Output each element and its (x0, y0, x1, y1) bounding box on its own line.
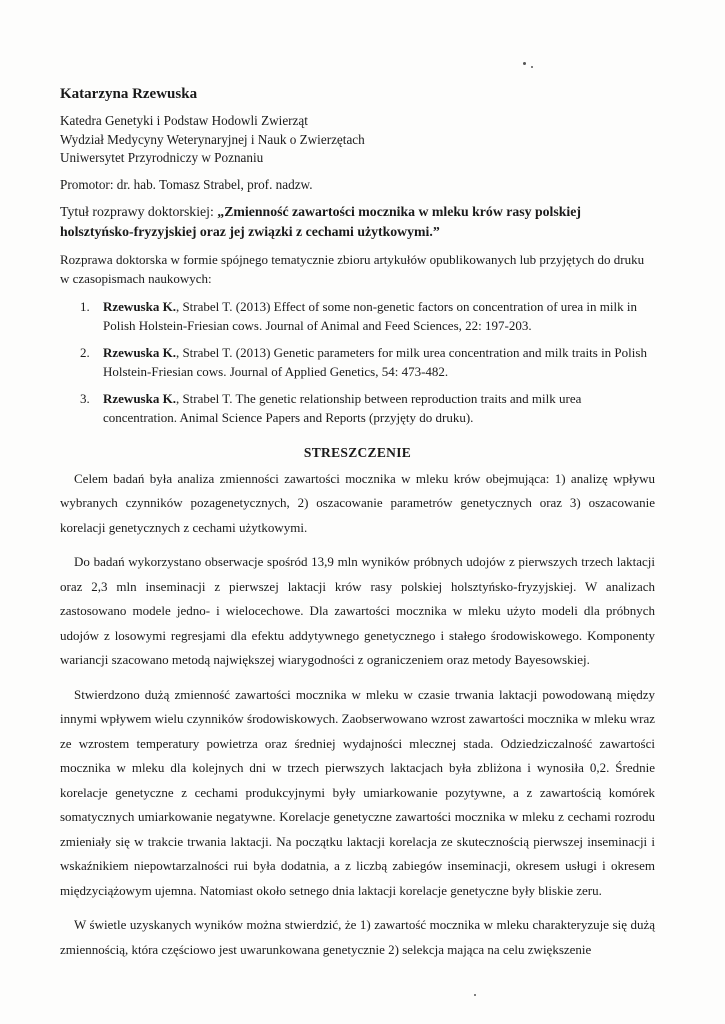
publication-author: Rzewuska K. (103, 298, 176, 314)
abstract-body (60, 467, 655, 963)
publication-item (60, 297, 655, 335)
affiliation-university: Uniwersytet Przyrodniczy w Poznaniu (60, 150, 264, 165)
author-name: Katarzyna Rzewuska (60, 86, 198, 102)
publication-text: , Strabel T. The genetic relationship between reproduction traits and milk urea concentration. Animal Science Papers and Reports (przyjęty do druku). (103, 390, 582, 425)
publication-number: 3. (80, 390, 90, 406)
thesis-title-block (60, 202, 655, 242)
document-content (60, 86, 655, 962)
thesis-label: Tytuł rozprawy doktorskiej: (60, 203, 218, 219)
publication-number: 1. (80, 298, 90, 314)
abstract-heading: STRESZCZENIE (303, 444, 412, 460)
publication-text: , Strabel T. (2013) Genetic parameters for milk urea concentration and milk traits in Polish Holstein-Friesian cows. Journal of Applied Genetics, 54: 473-482. (103, 344, 647, 379)
promotor: Promotor: dr. hab. Tomasz Strabel, prof. nadzw. (60, 176, 313, 192)
scan-speck (474, 994, 476, 996)
publication-item (60, 343, 655, 381)
abstract-paragraph: Stwierdzono dużą zmienność zawartości mocznika w mleku w czasie trwania laktacji powodowaną między innymi wpływem wielu czynników środowiskowych. Zaobserwowano wzrost zawartości mocznika w mleku wraz ze wzrostem temperatury powietrza oraz średniej wydajności mlecznej stada. Odziedziczalność zawartości mocznika w mleku dla kolejnych dni w trzech pierwszych laktacjach była zbliżona i wynosiła 0,2. Średnie korelacje genetyczne z cechami produkcyjnymi były umiarkowanie pozytywne, a z zawartością komórek somatycznych umiarkowanie negatywne. Korelacje genetyczne zawartości mocznika w mleku z cechami rozrodu zmieniały się w trakcie trwania laktacji. Na początku laktacji korelacja ze skutecznością pierwszej inseminacji i wskaźnikiem niepowtarzalności rui była dodatnia, a z liczbą zabiegów inseminacji, okresem usługi i okresem międzyciążowym ujemna. Natomiast około setnego dnia laktacji korelacje genetyczne były bliskie zeru. (60, 686, 655, 898)
publication-author: Rzewuska K. (103, 390, 176, 406)
affiliation-faculty: Wydział Medycyny Weterynaryjnej i Nauk o Zwierzętach (60, 131, 365, 147)
publication-number: 2. (80, 344, 90, 360)
abstract-paragraph: W świetle uzyskanych wyników można stwierdzić, że 1) zawartość mocznika w mleku charakteryzuje się dużą zmiennością, która częściowo jest uwarunkowana genetycznie 2) selekcja mająca na celu zwiększenie (60, 917, 655, 957)
publication-text: , Strabel T. (2013) Effect of some non-genetic factors on concentration of urea in milk in Polish Holstein-Friesian cows. Journal of Animal and Feed Sciences, 22: 197-203. (103, 298, 637, 333)
abstract-paragraph: Do badań wykorzystano obserwacje spośród 13,9 mln wyników próbnych udojów z pierwszych trzech laktacji oraz 2,3 mln inseminacji z pierwszej laktacji krów rasy polskiej holsztyńsko-fryzyjskiej. W analizach zastosowano modele jedno- i wielocechowe. Dla zawartości mocznika w mleku użyto modeli dla próbnych udojów z losowymi regresjami dla efektu addytywnego genetycznego i stałego środowiskowego. Komponenty wariancji szacowano metodą największej wiarygodności z ograniczeniem oraz metody Bayesowskiej. (60, 554, 655, 667)
scan-speck (531, 66, 533, 68)
thesis-title: „Zmienność zawartości mocznika w mleku krów rasy polskiej holsztyńsko-fryzyjskiej oraz jej związki z cechami użytkowymi.” (60, 203, 581, 239)
affiliation (60, 112, 655, 168)
scan-speck (523, 62, 526, 65)
publication-item (60, 389, 655, 427)
publication-list (60, 297, 655, 427)
dissertation-intro: Rozprawa doktorska w formie spójnego tematycznie zbioru artykułów opublikowanych lub przyjętych do druku w czasopismach naukowych: (60, 251, 645, 286)
publication-author: Rzewuska K. (103, 344, 176, 360)
abstract-paragraph: Celem badań była analiza zmienności zawartości mocznika w mleku krów obejmująca: 1) analizę wpływu wybranych czynników pozagenetycznych, 2) oszacowanie parametrów genetycznych oraz 3) oszacowanie korelacji genetycznych z cechami użytkowymi. (60, 470, 655, 535)
affiliation-department: Katedra Genetyki i Podstaw Hodowli Zwierząt (60, 113, 308, 128)
